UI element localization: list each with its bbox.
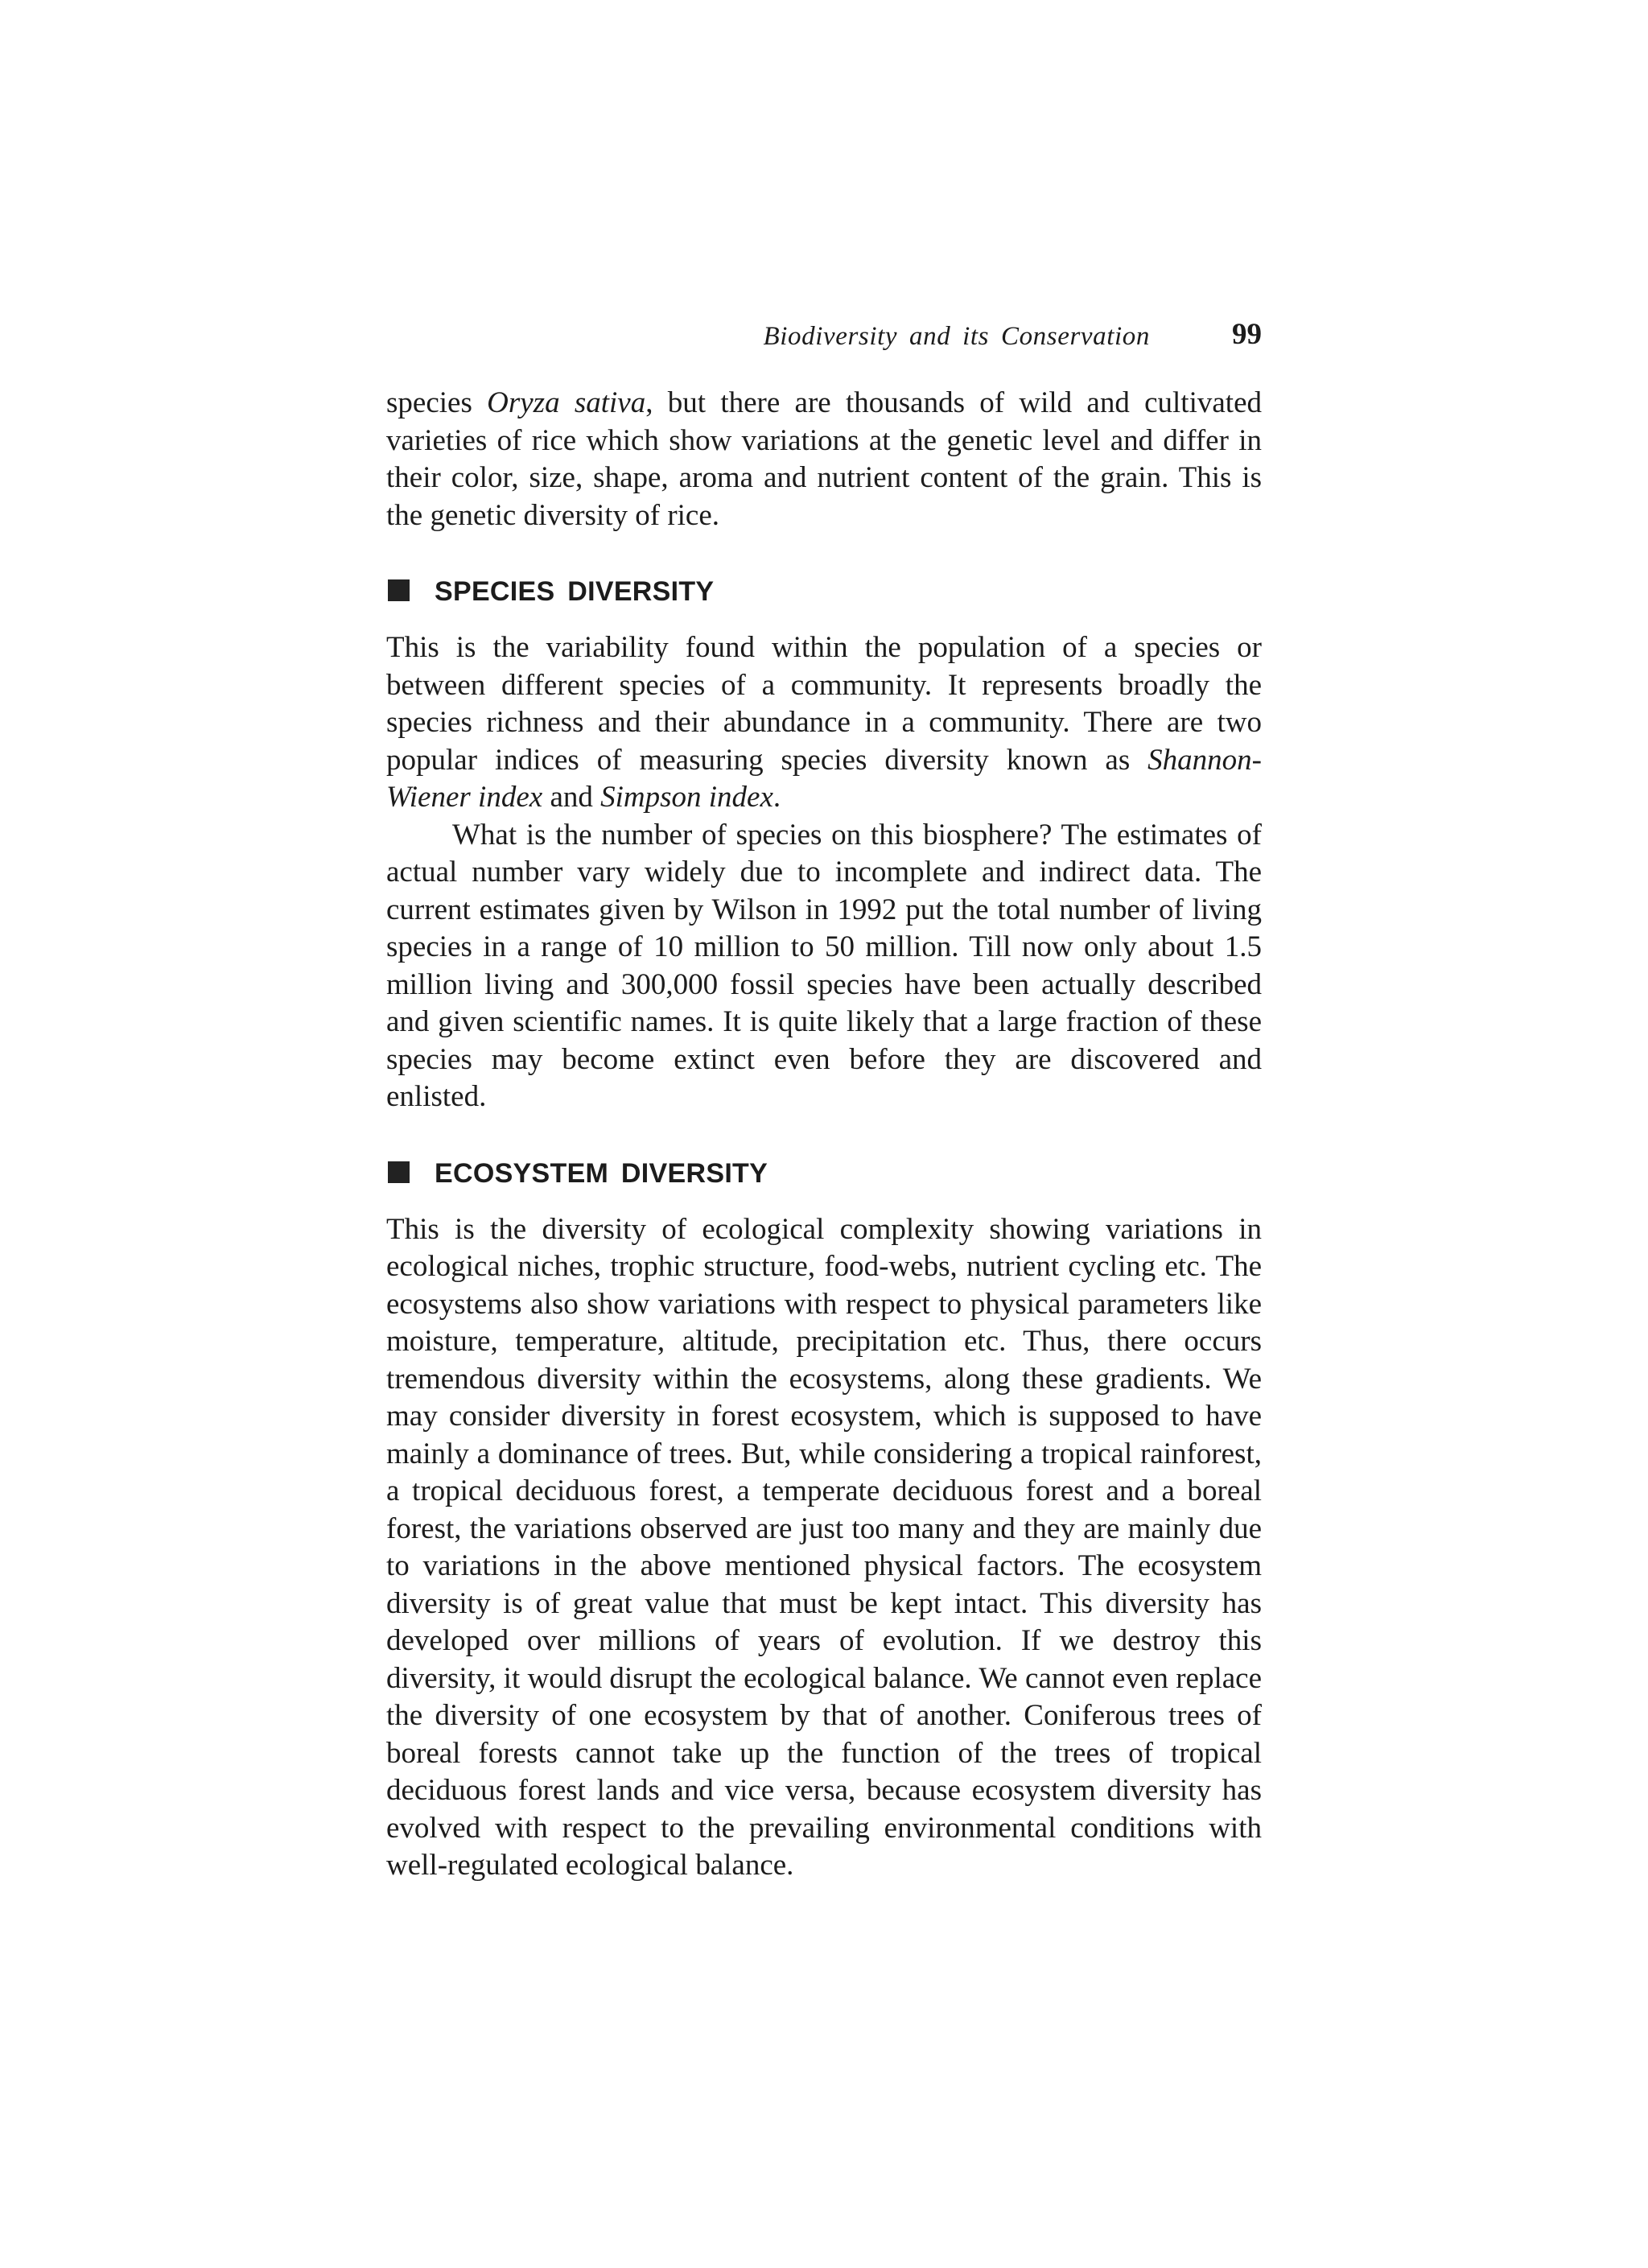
ecosystem-diversity-heading [386, 1155, 1262, 1192]
species-p1-text-3: . [772, 781, 781, 814]
running-title: Biodiversity and its Conservation [763, 322, 1150, 351]
ecosystem-diversity-heading-text: ECOSYSTEM DIVERSITY [435, 1157, 768, 1189]
species-paragraph-1 [386, 629, 1262, 817]
text-column [386, 385, 1262, 1885]
square-bullet-icon [388, 579, 410, 601]
square-bullet-icon [388, 1161, 410, 1183]
species-diversity-heading [386, 573, 1262, 610]
running-header [386, 315, 1262, 364]
shannon-wiener-index-term: Shannon-Wiener index [386, 743, 1262, 814]
simpson-index-term: Simpson index [600, 781, 773, 814]
species-p1-text-2: and [542, 781, 601, 814]
ecosystem-paragraph-1: This is the diversity of ecological complexity showing variations in ecological niches, trophic structure, food-webs, nutrient cycling etc. The ecosystems also show variations with respect to physical parameters like moisture, temperature, altitude, precipitation etc. Thus, there occurs tremendous diversity within the ecosystems, along these gradients. We may consider diversity in forest ecosystem, which is supposed to have mainly a dominance of trees. But, while considering a tropical rainforest, a tropical deciduous forest, a temperate deciduous forest and a boreal forest, the variations observed are just too many and they are mainly due to variations in the above mentioned physical factors. The ecosystem diversity is of great value that must be kept intact. This diversity has developed over millions of years of evolution. If we destroy this diversity, it would disrupt the ecological balance. We cannot even replace the diversity of one ecosystem by that of another. Coniferous trees of boreal forests cannot take up the function of the trees of tropical deciduous forest lands and vice versa, because ecosystem diversity has evolved with respect to the prevailing environmental conditions with well-regulated ecological balance. [386, 1212, 1262, 1882]
intro-text-1: species [386, 386, 488, 419]
species-diversity-heading-text: SPECIES DIVERSITY [435, 576, 715, 607]
species-name-oryza-sativa: Oryza sativa [487, 386, 646, 419]
intro-paragraph [386, 385, 1262, 534]
page-number: 99 [1232, 318, 1262, 351]
species-p1-text-1: This is the variability found within the population of a species or between different species of a community. It represents broadly the species richness and their abundance in a community. There are two popular indices of measuring species diversity known as [386, 631, 1262, 777]
species-paragraph-2: What is the number of species on this biosphere? The estimates of actual number vary widely due to incomplete and indirect data. The current estimates given by Wilson in 1992 put the total number of living species in a range of 10 million to 50 million. Till now only about 1.5 million living and 300,000 fossil species have been actually described and given scientific names. It is quite likely that a large fraction of these species may become extinct even before they are discovered and enlisted. [386, 818, 1262, 1113]
intro-text-2: , but there are thousands of wild and cultivated varieties of rice which show variations at the genetic level and differ in their color, size, shape, aroma and nutrient content of the grain. This is the genetic diversity of rice. [386, 386, 1262, 532]
